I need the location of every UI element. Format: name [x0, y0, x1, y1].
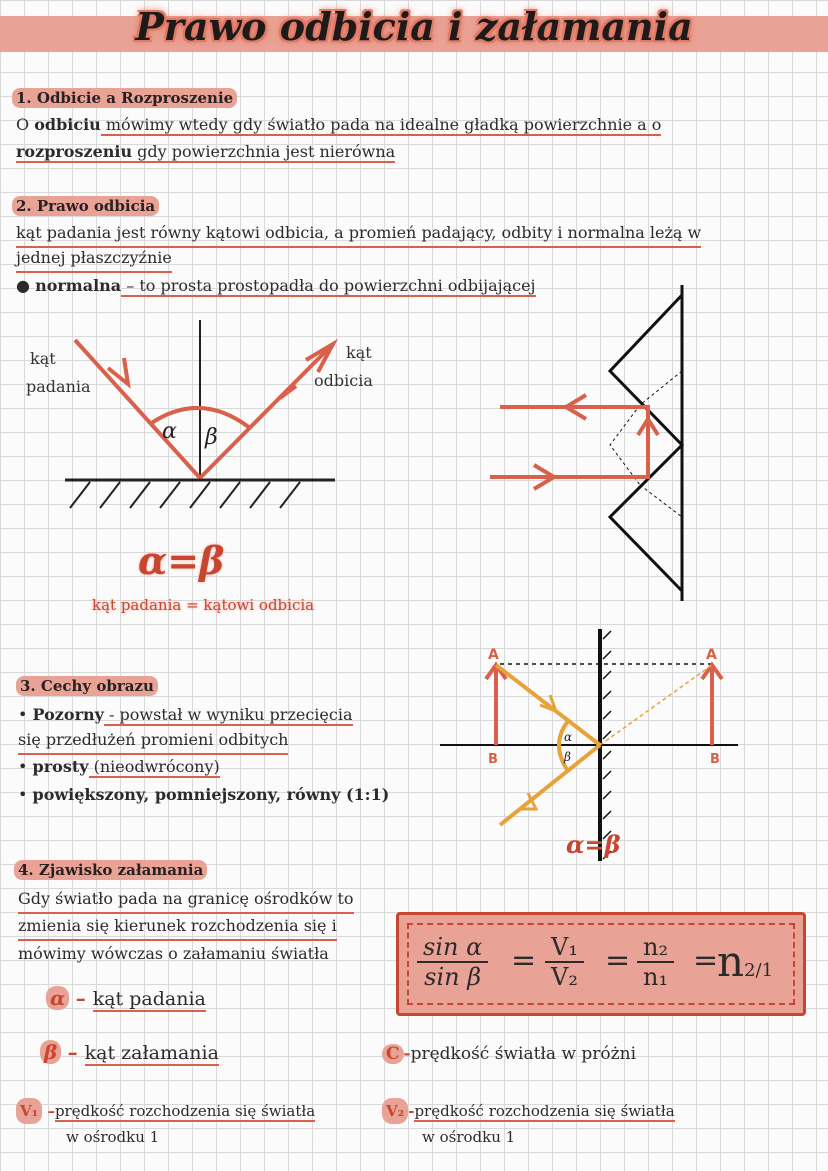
section3-bullet2-rest: (nieodwrócony) [88, 757, 220, 776]
retroreflector-diagram [490, 285, 700, 605]
v1-label-line2: w ośrodku 1 [66, 1128, 160, 1146]
section2-line1: kąt padania jest równy kątowi odbicia, a promień padający, odbity i normalna leżą w [16, 219, 701, 248]
v2-label-line2: w ośrodku 1 [422, 1128, 516, 1146]
section2-term-normalna: normalna [35, 276, 122, 295]
mirror-image-diagram [440, 625, 740, 865]
section3-bullet1-line2: się przedłużeń promieni odbitych [18, 726, 288, 755]
section1-heading: 1. Odbicie a Rozproszenie [12, 88, 237, 108]
virtual-ray-extension [600, 665, 712, 745]
reflection-label-2: odbicia [314, 371, 373, 390]
equals-2: = [605, 943, 631, 978]
section1-line1-rest: mówimy wtedy gdy światło pada na idealne gładką powierzchnie a o [100, 115, 662, 134]
equals-1: = [511, 943, 537, 978]
v2-label-text: prędkość rozchodzenia się światła [414, 1102, 675, 1120]
beta-symbol: β [40, 1040, 61, 1064]
mirror-equation: α=β [566, 830, 621, 859]
section3-bullet1-rest: - powstał w wyniku przecięcia [103, 705, 353, 724]
sin-alpha: sin α [417, 933, 488, 963]
page-title: Prawo odbicia i załamania [135, 4, 693, 49]
v1-symbol: V₁ [545, 933, 584, 963]
section3-heading: 3. Cechy obrazu [16, 676, 158, 696]
reflection-caption: kąt padania = kątowi odbicia [92, 596, 315, 614]
fraction-index [637, 933, 674, 991]
section4-line3: mówimy wówczas o załamaniu światła [18, 944, 329, 963]
n2-symbol: n₂ [637, 933, 674, 963]
alpha-label-text: kąt padania [92, 988, 206, 1010]
beta-label-text: kąt załamania [84, 1042, 219, 1064]
incidence-label-1: kąt [30, 349, 56, 368]
v1-legend-symbol: V₁ [16, 1098, 42, 1124]
v2-legend-symbol: V₂ [382, 1098, 408, 1124]
reflection-label-1: kąt [346, 343, 372, 362]
alpha-symbol: α [46, 986, 69, 1010]
section1-line2-rest: gdy powierzchnia jest nierówna [132, 142, 396, 161]
surface-hatching [70, 482, 300, 508]
legend-beta: β – kąt załamania [40, 1040, 219, 1064]
label-A-left: A [488, 647, 499, 663]
mirror-alpha: α [564, 730, 573, 744]
snell-formula-box [396, 912, 806, 1016]
section2-bullet [16, 272, 536, 299]
c-label-text: prędkość światła w próżni [410, 1044, 637, 1064]
section4-line2: zmienia się kierunek rozchodzenia się i [18, 912, 337, 941]
section2-heading: 2. Prawo odbicia [12, 196, 159, 216]
relative-index [717, 937, 773, 986]
n21-subscript: 2/1 [744, 960, 774, 981]
alpha-label: α [162, 419, 177, 444]
fraction-sin [417, 933, 488, 991]
section1-term-rozproszenie: rozproszeniu [16, 142, 133, 161]
legend-v2: V₂ -prędkość rozchodzenia się światła w ośrodku 1 [382, 1098, 675, 1150]
reflected-ray-orange [500, 745, 600, 825]
incident-ray-orange [496, 665, 600, 745]
section2-bullet-rest: – to prosta prostopadła do powierzchni odbijającej [121, 276, 536, 295]
section1-line1 [16, 111, 661, 138]
section3-bullet1: • Pozorny - powstał w wyniku przecięcia [18, 705, 353, 724]
mirror-beta: β [564, 750, 571, 764]
term-pozorny: Pozorny [32, 705, 104, 724]
section4-line1: Gdy światło pada na granicę ośrodków to [18, 885, 354, 914]
legend-v1: V₁ –prędkość rozchodzenia się światła w ośrodku 1 [16, 1098, 315, 1150]
reflection-equation: α=β [138, 538, 225, 583]
section2-line2: jednej płaszczyźnie [16, 244, 172, 273]
term-prosty: prosty [32, 757, 89, 776]
v2-symbol: V₂ [551, 963, 578, 991]
n1-symbol: n₁ [643, 963, 669, 991]
legend-alpha: α – kąt padania [46, 986, 206, 1010]
n-symbol: n [717, 937, 745, 986]
section1-line1-pre: O [16, 115, 35, 134]
section3-bullet2: • prosty (nieodwrócony) [18, 757, 220, 776]
term-powiekszony: powiększony, pomniejszony, równy (1:1) [32, 785, 390, 804]
incidence-label-2: padania [26, 377, 91, 396]
equals-3: = [693, 943, 719, 978]
v1-label-text: prędkość rozchodzenia się światła [54, 1102, 316, 1120]
label-B-right: B [710, 752, 720, 767]
section1-line2 [16, 138, 395, 165]
legend-c: C -prędkość światła w próżni [382, 1044, 636, 1064]
section1-term-odbicie: odbiciu [34, 115, 101, 134]
sin-beta: sin β [424, 963, 482, 991]
label-A-right: A [706, 647, 717, 663]
section4-heading: 4. Zjawisko załamania [14, 860, 207, 880]
label-B-left: B [488, 752, 498, 767]
section3-bullet3: • powiększony, pomniejszony, równy (1:1) [18, 785, 390, 804]
bullet-icon: ● [16, 276, 30, 295]
beta-label: β [205, 425, 218, 450]
fraction-velocity [545, 933, 584, 991]
c-symbol: C [382, 1044, 404, 1064]
